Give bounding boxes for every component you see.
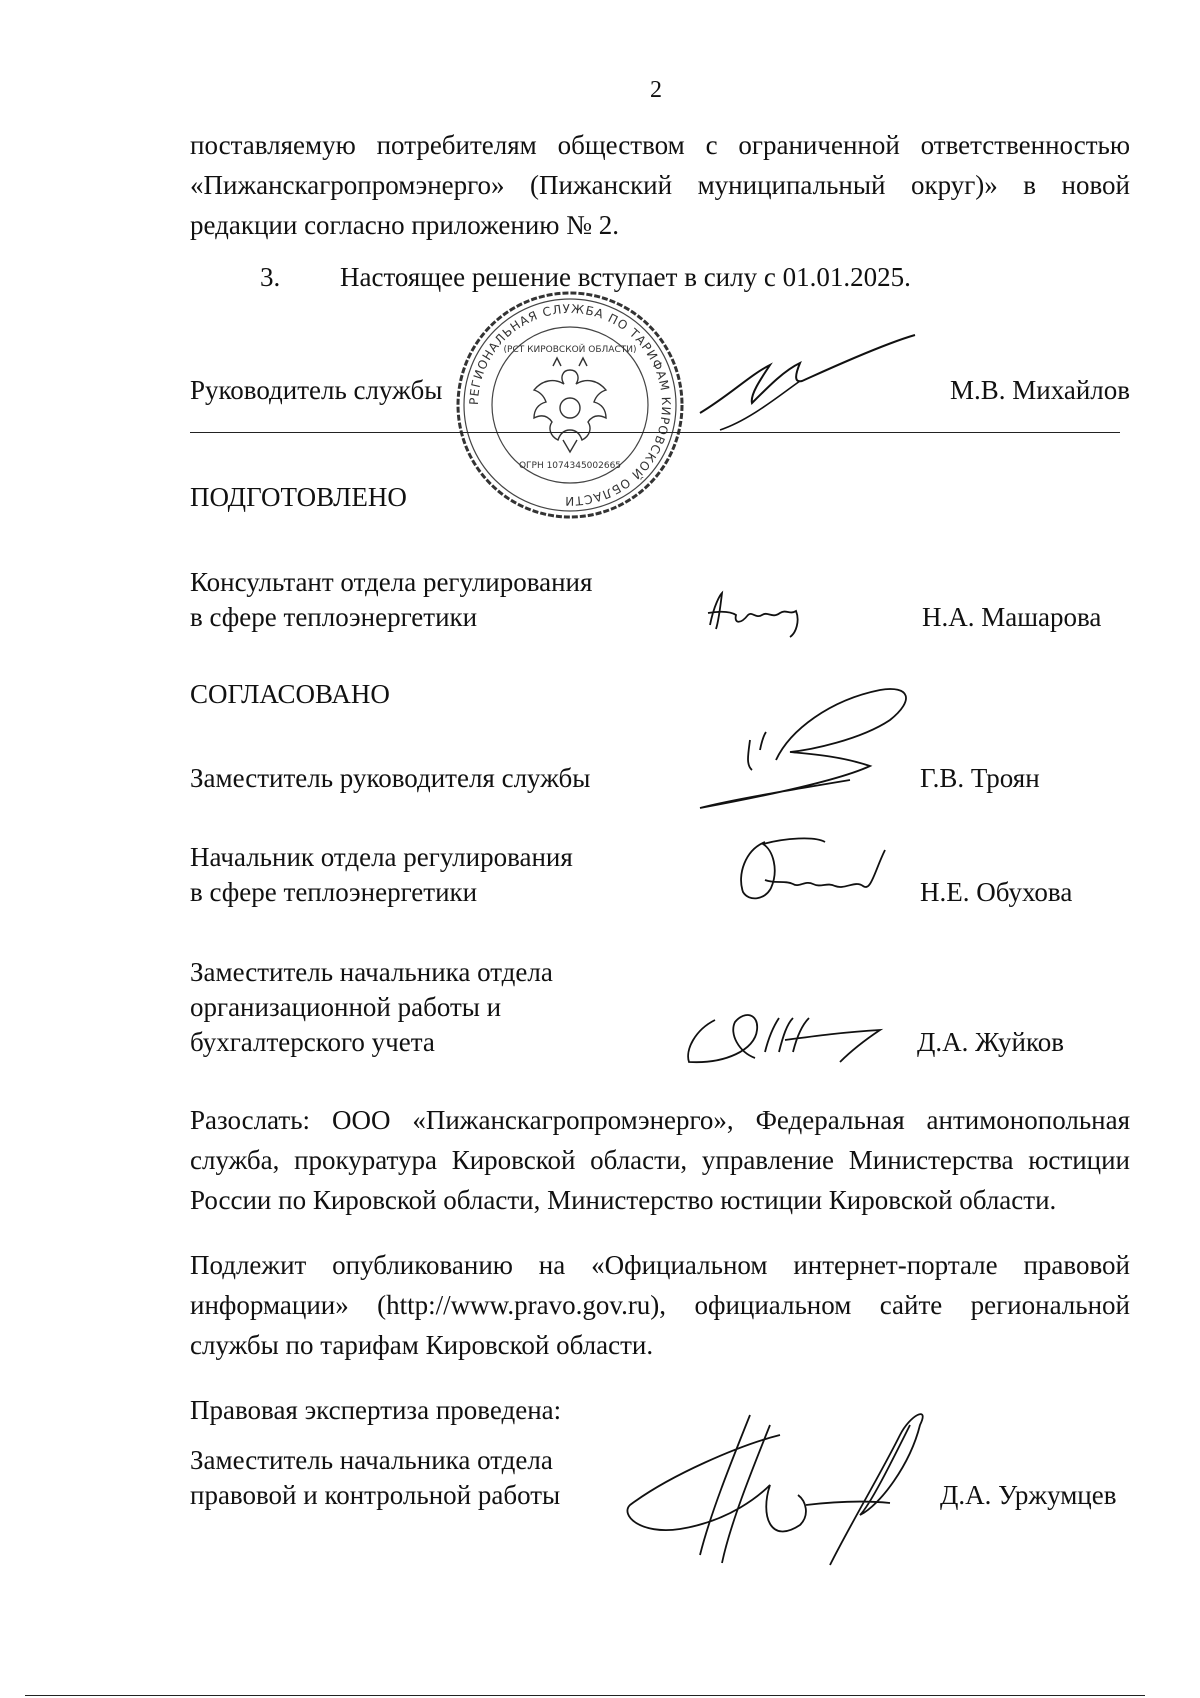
- distribution-line: Разослать: ООО «Пижанскагропромэнерго», Федеральная антимонопольная: [190, 1105, 1130, 1135]
- head-signature: [690, 325, 930, 435]
- agreed-position-line: бухгалтерского учета: [190, 1027, 435, 1057]
- seal-ogrn: ОГРН 1074345002665: [518, 461, 622, 471]
- legal-review-signature: [610, 1405, 940, 1570]
- publication-line: Подлежит опубликованию на «Официальном интернет-портале правовой: [190, 1250, 1130, 1280]
- agreed-heading: СОГЛАСОВАНО: [190, 679, 390, 709]
- coat-of-arms-icon: [534, 358, 606, 452]
- item-text: Настоящее решение вступает в силу с 01.01.2025.: [340, 262, 911, 292]
- publication-line: информации» (http://www.pravo.gov.ru), официальном сайте региональной: [190, 1290, 1130, 1320]
- agreed-position-line: Заместитель начальника отдела: [190, 957, 553, 987]
- intro-paragraph: [190, 125, 1130, 245]
- prepared-name: Н.А. Машарова: [922, 602, 1102, 632]
- legal-review-position-line: правовой и контрольной работы: [190, 1480, 561, 1510]
- prepared-position-line: в сфере теплоэнергетики: [190, 602, 478, 632]
- legal-review-name: Д.А. Уржумцев: [940, 1480, 1117, 1510]
- agreed-name-zhuikov: Д.А. Жуйков: [917, 1027, 1064, 1057]
- official-seal: [455, 290, 685, 520]
- distribution-line: России по Кировской области, Министерство юстиции Кировской области.: [190, 1185, 1057, 1215]
- bottom-edge-line: [25, 1695, 1145, 1696]
- agreed-name-obukhova: Н.Е. Обухова: [920, 877, 1073, 907]
- prepared-heading: ПОДГОТОВЛЕНО: [190, 482, 407, 512]
- legal-review-position-line: Заместитель начальника отдела: [190, 1445, 553, 1475]
- agreed-signature-zhuikov: [675, 1000, 895, 1075]
- head-name: М.В. Михайлов: [950, 375, 1131, 405]
- agreed-position-line: Заместитель руководителя службы: [190, 763, 591, 793]
- distribution-line: служба, прокуратура Кировской области, управление Министерства юстиции: [190, 1145, 1130, 1175]
- head-position: Руководитель службы: [190, 375, 443, 405]
- intro-line: редакции согласно приложению № 2.: [190, 210, 619, 240]
- item-number: 3.: [260, 262, 281, 292]
- prepared-position-line: Консультант отдела регулирования: [190, 567, 593, 597]
- distribution-paragraph: [190, 1100, 1130, 1220]
- intro-line: поставляемую потребителям обществом с ограниченной ответственностью: [190, 130, 1130, 160]
- page-number: 2: [650, 77, 662, 103]
- seal-inner-text: (РСТ КИРОВСКОЙ ОБЛАСТИ): [503, 345, 637, 355]
- prepared-signature: [700, 585, 830, 645]
- separator-line: [190, 432, 1120, 433]
- publication-paragraph: [190, 1245, 1130, 1365]
- seal-ring-text: РЕГИОНАЛЬНАЯ СЛУЖБА ПО ТАРИФАМ КИРОВСКОЙ ОБЛАСТИ: [466, 301, 674, 509]
- agreed-signature-troyan: [690, 680, 930, 825]
- agreed-signature-obukhova: [735, 830, 895, 910]
- intro-line: «Пижанскагропромэнерго» (Пижанский муниципальный округ)» в новой: [190, 170, 1130, 200]
- agreed-position-line: в сфере теплоэнергетики: [190, 877, 478, 907]
- agreed-position-line: Начальник отдела регулирования: [190, 842, 573, 872]
- legal-review-heading: Правовая экспертиза проведена:: [190, 1395, 562, 1425]
- agreed-name-troyan: Г.В. Троян: [920, 763, 1040, 793]
- publication-line: службы по тарифам Кировской области.: [190, 1330, 654, 1360]
- agreed-position-line: организационной работы и: [190, 992, 502, 1022]
